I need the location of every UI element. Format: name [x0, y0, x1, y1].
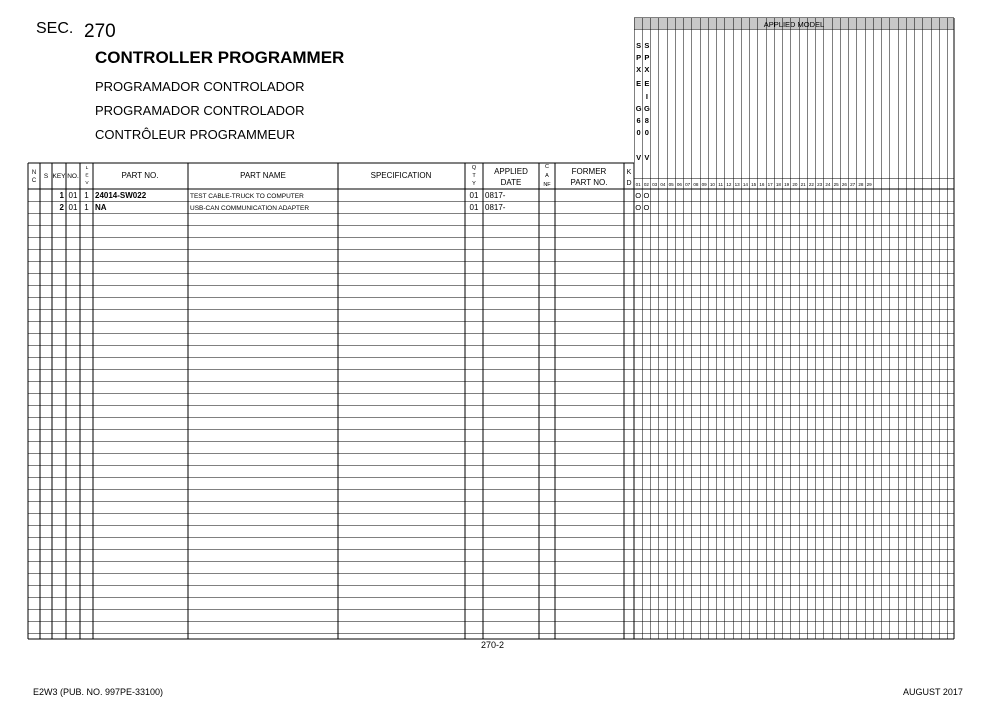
row-qty: 01	[469, 191, 479, 200]
model-column-number: 05	[668, 182, 674, 187]
model-name-letter: V	[644, 153, 650, 162]
model-column-number: 03	[652, 182, 658, 187]
footer-date: AUGUST 2017	[903, 687, 963, 697]
model-column-number: 17	[767, 182, 773, 187]
model-column-number: 07	[685, 182, 691, 187]
model-column-number: 23	[817, 182, 823, 187]
sec-label: SEC.	[36, 20, 74, 37]
model-column-number: 12	[726, 182, 732, 187]
footer-publication: E2W3 (PUB. NO. 997PE-33100)	[33, 687, 164, 697]
model-name-letter: 8	[644, 116, 649, 125]
header-applied-date: APPLIED	[494, 167, 528, 176]
model-column-number: 28	[858, 182, 864, 187]
header-nc: N	[31, 170, 37, 176]
row-key-no: 1	[59, 191, 64, 200]
model-column-number: 16	[759, 182, 765, 187]
model-column-number: 26	[841, 182, 847, 187]
row-part-name: TEST CABLE-TRUCK TO COMPUTER	[190, 193, 304, 200]
model-name-letter: X	[636, 65, 642, 74]
row-model-mark: O	[635, 203, 642, 212]
header-canf: NF	[543, 182, 551, 188]
header-lev: L	[85, 166, 89, 171]
model-column-number: 18	[775, 182, 781, 187]
header-canf: A	[545, 173, 549, 179]
header-former-part-no: PART NO.	[570, 178, 608, 187]
model-name-letter: E	[636, 79, 642, 88]
row-part-name: USB-CAN COMMUNICATION ADAPTER	[190, 205, 310, 212]
model-column-number: 08	[693, 182, 699, 187]
model-name-letter: G	[635, 104, 642, 113]
model-column-number: 09	[701, 182, 707, 187]
row-key-no: 2	[59, 203, 64, 212]
model-column-number: 21	[800, 182, 806, 187]
row-part-no: NA	[95, 203, 107, 212]
model-column-number: 04	[660, 182, 666, 187]
model-column-number: 24	[825, 182, 831, 187]
model-name-letter: P	[644, 53, 650, 62]
header-canf: C	[545, 164, 549, 170]
model-name-letter: 0	[636, 128, 641, 137]
model-name-letter: X	[644, 65, 650, 74]
header-kd: D	[626, 180, 632, 187]
header-former-part-no: FORMER	[571, 167, 607, 176]
header-qty: Y	[472, 181, 476, 187]
header-part-name: PART NAME	[240, 171, 286, 180]
model-name-letter: S	[636, 41, 642, 50]
model-name-letter: S	[644, 41, 650, 50]
header-nc: C	[31, 178, 37, 184]
header-s: S	[43, 173, 49, 180]
model-name-letter: P	[636, 53, 642, 62]
page-title-french: CONTRÔLEUR PROGRAMMEUR	[95, 127, 296, 142]
model-column-number: 11	[718, 182, 724, 187]
model-column-number: 29	[866, 182, 872, 187]
model-name-letter: V	[636, 153, 642, 162]
model-column-number: 13	[734, 182, 740, 187]
model-name-letter: E	[644, 79, 650, 88]
row-applied-date: 0817-	[485, 203, 506, 212]
model-name-letter: 6	[636, 116, 641, 125]
row-model-mark: O	[643, 203, 650, 212]
model-column-number: 01	[635, 182, 641, 187]
applied-model-label: APPLIED MODEL	[763, 20, 825, 29]
model-column-number: 27	[850, 182, 856, 187]
row-applied-date: 0817-	[485, 191, 506, 200]
header-lev: E	[85, 173, 89, 179]
model-column-number: 14	[742, 182, 748, 187]
page-title-spanish-2: PROGRAMADOR CONTROLADOR	[95, 103, 305, 118]
header-lev: V	[85, 181, 89, 186]
header-specification: SPECIFICATION	[370, 171, 432, 180]
row-lev: 1	[84, 191, 89, 200]
model-column-number: 10	[709, 182, 715, 187]
header-qty: T	[472, 173, 476, 179]
row-model-mark: O	[643, 191, 650, 200]
row-key-sub: 01	[68, 191, 78, 200]
header-kd: K	[626, 169, 632, 176]
page-number: 270-2	[481, 640, 505, 650]
model-name-letter: G	[643, 104, 650, 113]
row-lev: 1	[84, 203, 89, 212]
model-column-number: 19	[784, 182, 790, 187]
model-column-number: 15	[751, 182, 757, 187]
model-column-number: 25	[833, 182, 839, 187]
model-name-letter: I	[645, 92, 648, 101]
model-column-number: 20	[792, 182, 798, 187]
sec-number: 270	[84, 21, 116, 42]
model-column-number: 06	[676, 182, 682, 187]
header-qty: Q	[471, 165, 477, 171]
row-key-sub: 01	[68, 203, 78, 212]
row-qty: 01	[469, 203, 479, 212]
row-model-mark: O	[635, 191, 642, 200]
row-part-no: 24014-SW022	[95, 191, 147, 200]
header-applied-date: DATE	[500, 178, 522, 187]
page-title-spanish: PROGRAMADOR CONTROLADOR	[95, 79, 305, 94]
model-name-letter: 0	[644, 128, 649, 137]
model-column-number: 02	[643, 182, 649, 187]
model-column-number: 22	[808, 182, 814, 187]
header-key-no: KEY NO.	[52, 173, 79, 180]
header-part-no: PART NO.	[121, 171, 159, 180]
page-title: CONTROLLER PROGRAMMER	[95, 48, 345, 67]
